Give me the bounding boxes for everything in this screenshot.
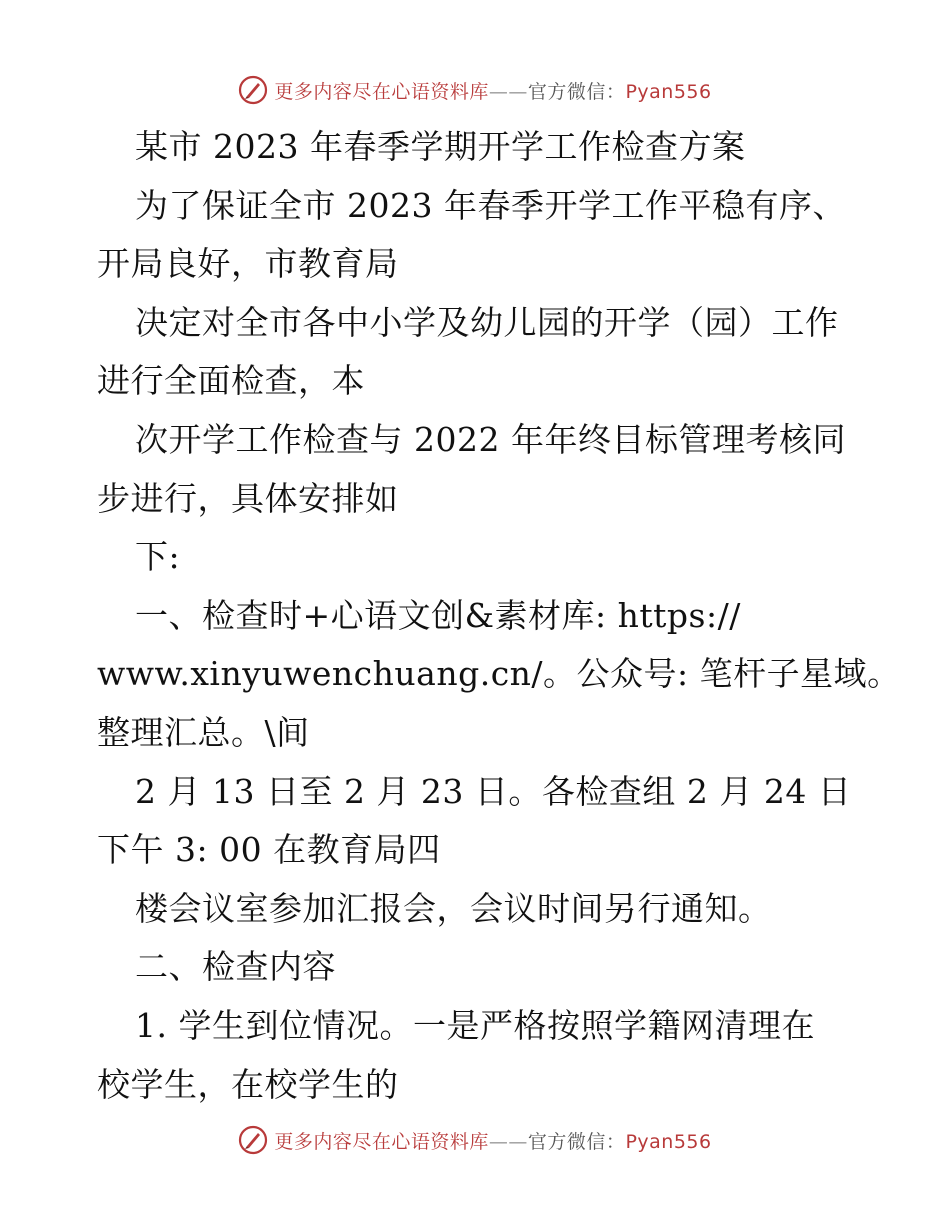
paragraph-line: 开局良好，市教育局 — [97, 244, 399, 284]
section-heading-inspection-time: 一、检查时+心语文创&素材库: https:// — [135, 595, 741, 635]
section-heading-inspection-content: 二、检查内容 — [135, 947, 336, 987]
watermark-wechat-id: Pyan556 — [625, 1130, 712, 1153]
watermark-text — [274, 1127, 711, 1154]
watermark-banner-bottom — [0, 1120, 950, 1160]
paragraph-line: 1. 学生到位情况。一是严格按照学籍网清理在 — [135, 1005, 815, 1045]
watermark-wechat-label: 官方微信： — [527, 1130, 626, 1153]
quill-pen-logo-icon — [238, 75, 268, 105]
paragraph-line: www.xinyuwenchuang.cn/。公众号: 笔杆子星域。 — [97, 654, 901, 694]
document-body — [97, 118, 901, 1114]
watermark-wechat-label: 官方微信： — [527, 80, 626, 103]
watermark-separator: —— — [488, 1130, 528, 1153]
paragraph-line: 2 月 13 日至 2 月 23 日。各检查组 2 月 24 日 — [135, 771, 852, 811]
paragraph-line: 校学生，在校学生的 — [97, 1064, 399, 1104]
paragraph-line: 整理汇总。\间 — [97, 712, 310, 752]
paragraph-line: 次开学工作检查与 2022 年年终目标管理考核同 — [135, 419, 846, 459]
paragraph-line: 下: — [135, 537, 181, 577]
paragraph-line: 为了保证全市 2023 年春季开学工作平稳有序、 — [135, 185, 846, 225]
paragraph-line: 进行全面检查，本 — [97, 361, 365, 401]
paragraph-line: 下午 3: 00 在教育局四 — [97, 830, 441, 870]
watermark-text — [274, 77, 711, 104]
document-title: 某市 2023 年春季学期开学工作检查方案 — [135, 127, 746, 166]
quill-pen-logo-icon — [238, 1125, 268, 1155]
paragraph-line: 楼会议室参加汇报会，会议时间另行通知。 — [135, 888, 772, 928]
watermark-separator: —— — [488, 80, 528, 103]
watermark-wechat-id: Pyan556 — [625, 80, 712, 103]
watermark-site-text: 更多内容尽在心语资料库 — [274, 80, 489, 103]
paragraph-line: 步进行，具体安排如 — [97, 478, 399, 518]
watermark-banner-top — [0, 70, 950, 110]
watermark-site-text: 更多内容尽在心语资料库 — [274, 1130, 489, 1153]
paragraph-line: 决定对全市各中小学及幼儿园的开学（园）工作 — [135, 302, 839, 342]
